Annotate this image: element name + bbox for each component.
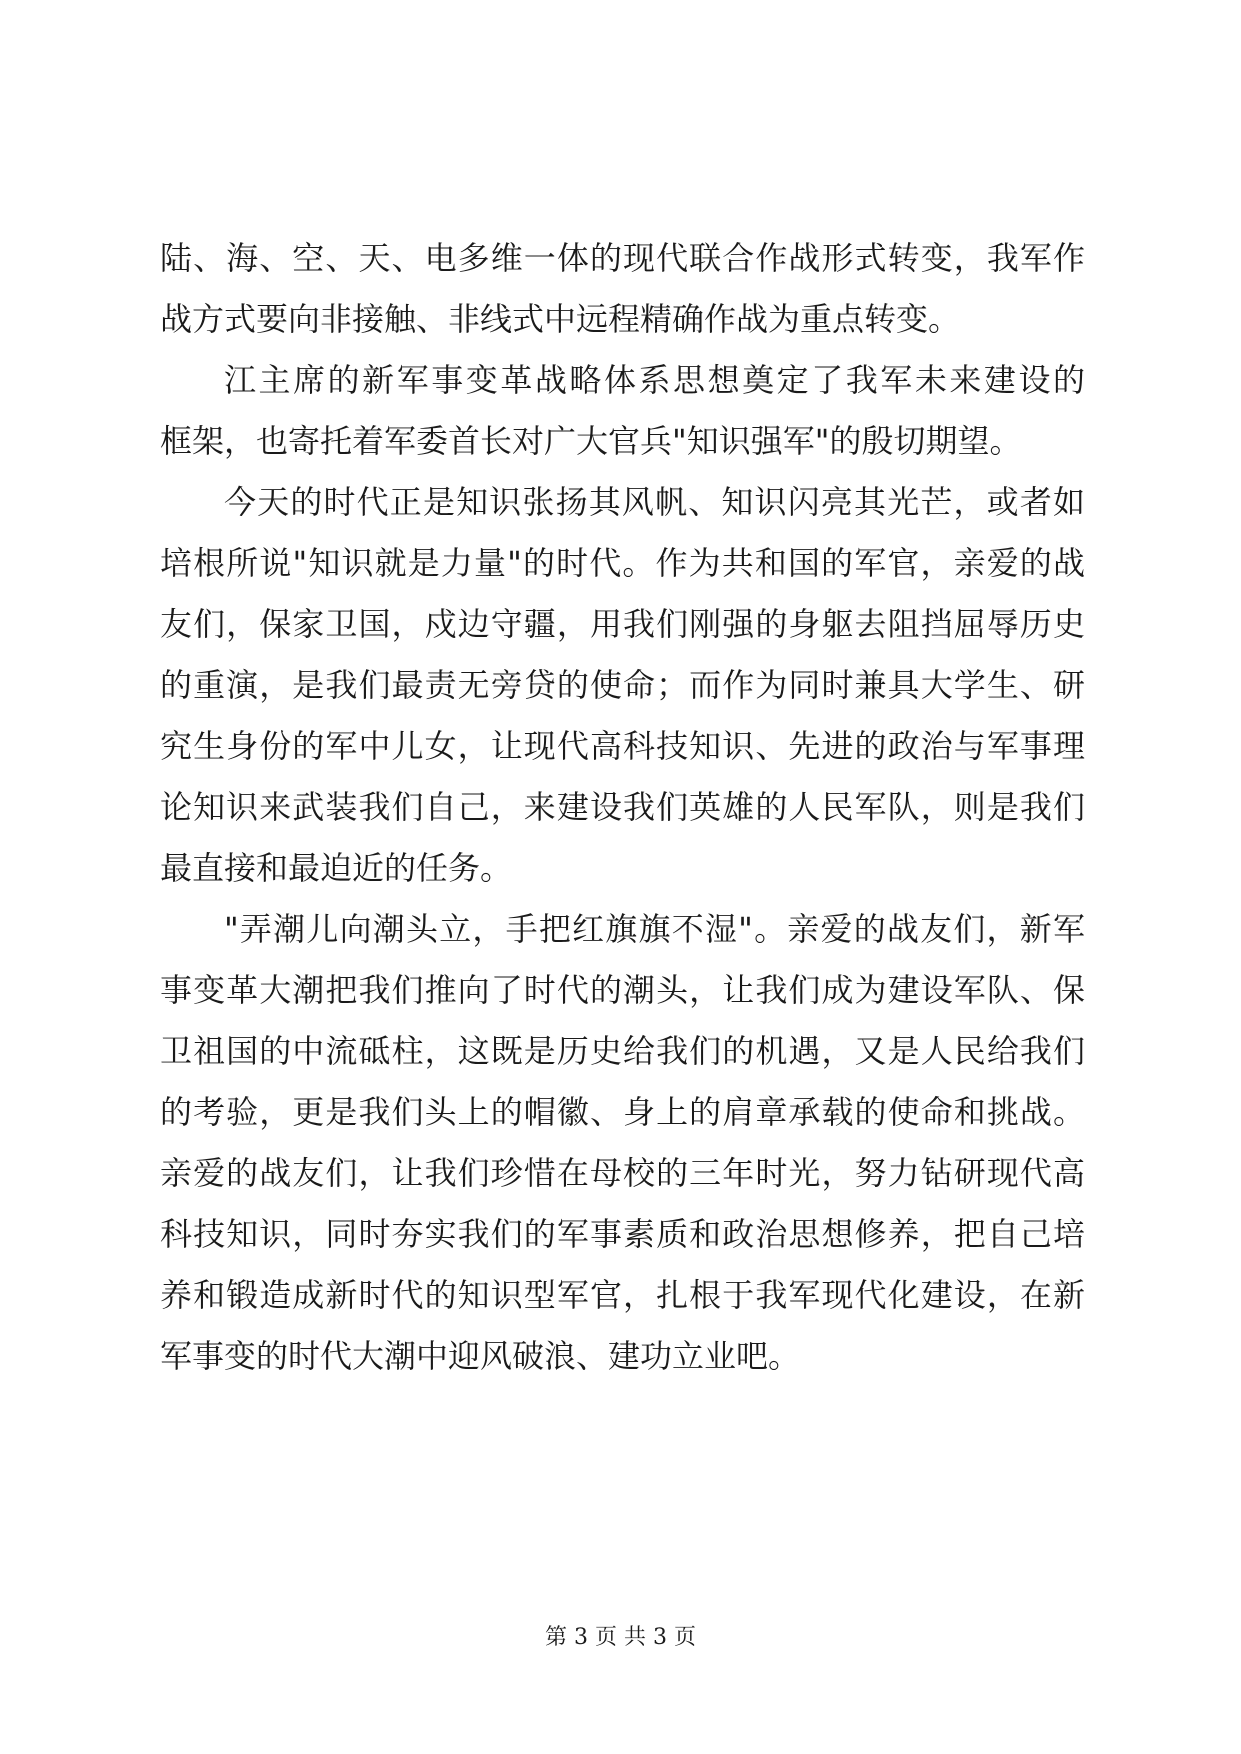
text-line: 卫祖国的中流砥柱，这既是历史给我们的机遇，又是人民给我们 (160, 1032, 1085, 1070)
text-line: 今天的时代正是知识张扬其风帆、知识闪亮其光芒，或者如 (224, 483, 1085, 521)
paragraph-1 (160, 228, 1085, 350)
text-line: 究生身份的军中儿女，让现代高科技知识、先进的政治与军事理 (160, 727, 1085, 765)
paragraph-3 (160, 472, 1085, 899)
text-line: 江主席的新军事变革战略体系思想奠定了我军未来建设的 (224, 361, 1085, 399)
text-line: 最直接和最迫近的任务。 (160, 849, 513, 887)
text-line: "弄潮儿向潮头立，手把红旗旗不湿"。亲爱的战友们，新军 (224, 910, 1085, 948)
text-line: 陆、海、空、天、电多维一体的现代联合作战形式转变，我军作 (160, 239, 1085, 277)
text-line: 养和锻造成新时代的知识型军官，扎根于我军现代化建设，在新 (160, 1276, 1085, 1314)
text-line: 军事变的时代大潮中迎风破浪、建功立业吧。 (160, 1337, 801, 1375)
text-line: 培根所说"知识就是力量"的时代。作为共和国的军官，亲爱的战 (160, 544, 1085, 582)
paragraph-2 (160, 350, 1085, 472)
text-line: 的重演，是我们最责无旁贷的使命；而作为同时兼具大学生、研 (160, 666, 1085, 704)
text-line: 的考验，更是我们头上的帽徽、身上的肩章承载的使命和挑战。 (160, 1093, 1085, 1131)
text-line: 友们，保家卫国，戍边守疆，用我们刚强的身躯去阻挡屈辱历史 (160, 605, 1085, 643)
text-line: 科技知识，同时夯实我们的军事素质和政治思想修养，把自己培 (160, 1215, 1085, 1253)
page-number-footer: 第 3 页 共 3 页 (545, 1625, 696, 1650)
text-line: 亲爱的战友们，让我们珍惜在母校的三年时光，努力钻研现代高 (160, 1154, 1085, 1192)
document-body (160, 228, 1085, 1387)
text-line: 框架，也寄托着军委首长对广大官兵"知识强军"的殷切期望。 (160, 422, 1022, 460)
text-line: 论知识来武装我们自己，来建设我们英雄的人民军队，则是我们 (160, 788, 1085, 826)
text-line: 事变革大潮把我们推向了时代的潮头，让我们成为建设军队、保 (160, 971, 1085, 1009)
text-line: 战方式要向非接触、非线式中远程精确作战为重点转变。 (160, 300, 961, 338)
paragraph-4 (160, 899, 1085, 1387)
